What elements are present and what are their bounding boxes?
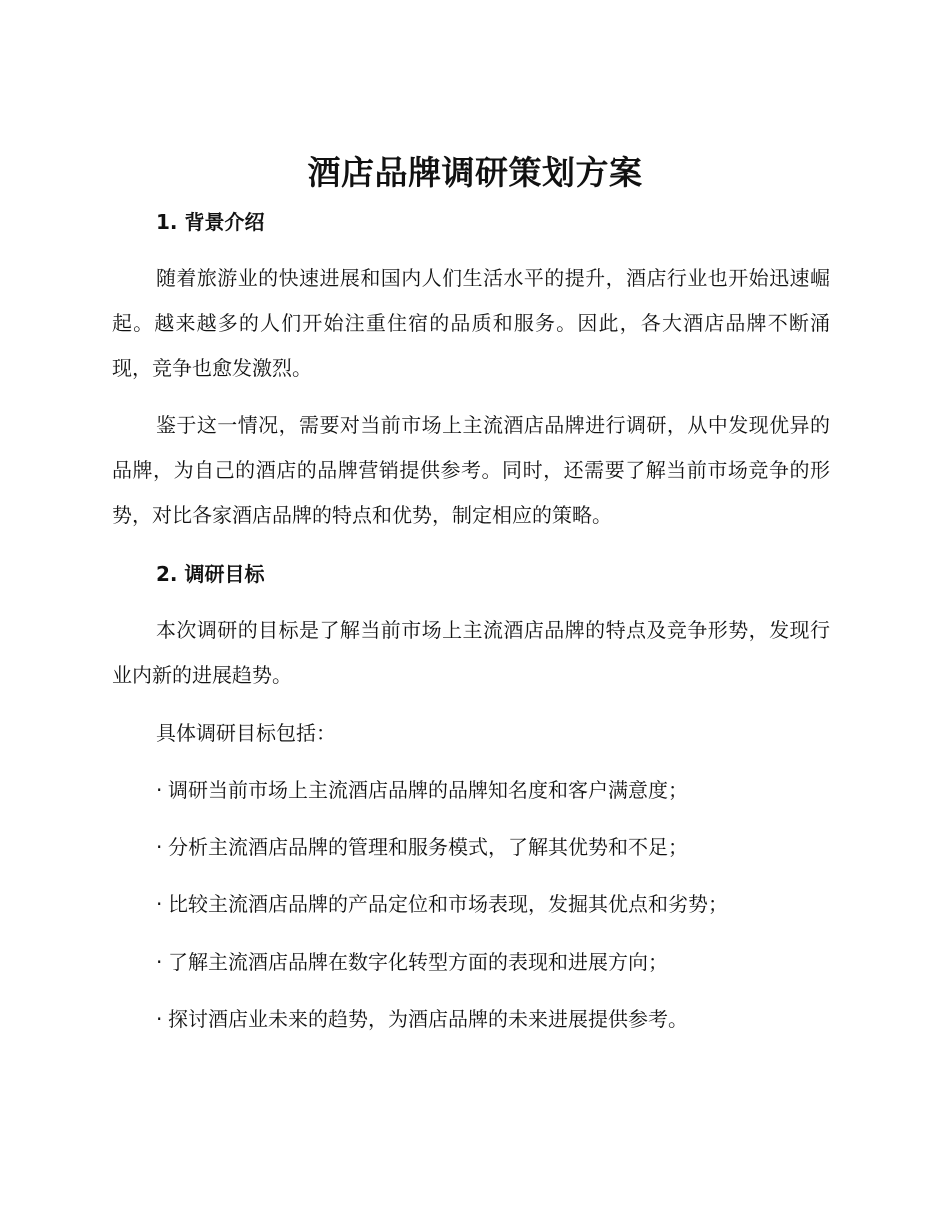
list-item-text: 比较主流酒店品牌的产品定位和市场表现，发掘其优点和劣势；	[168, 892, 728, 916]
list-item	[156, 889, 728, 919]
list-item	[156, 832, 688, 862]
paragraph-background-1: 随着旅游业的快速进展和国内人们生活水平的提升，酒店行业也开始迅速崛起。越来越多的人们开始注重住宿的品质和服务。因此，各大酒店品牌不断涌现，竞争也愈发激烈。	[112, 266, 830, 380]
bullet-dot: ·	[156, 778, 163, 802]
list-item-text: 了解主流酒店品牌在数字化转型方面的表现和进展方向；	[168, 950, 668, 974]
list-intro: 具体调研目标包括：	[156, 721, 336, 745]
section-heading-background: 1. 背景介绍	[156, 210, 265, 234]
paragraph-goals: 本次调研的目标是了解当前市场上主流酒店品牌的特点及竞争形势，发现行业内新的进展趋势。	[112, 618, 830, 687]
bullet-dot: ·	[156, 950, 163, 974]
bullet-dot: ·	[156, 892, 163, 916]
section-heading-goals: 2. 调研目标	[156, 562, 265, 586]
paragraph-background-2: 鉴于这一情况，需要对当前市场上主流酒店品牌进行调研，从中发现优异的品牌，为自己的酒店的品牌营销提供参考。同时，还需要了解当前市场竞争的形势，对比各家酒店品牌的特点和优势，制定相应的策略。	[112, 413, 830, 527]
list-item	[156, 775, 688, 805]
list-item-text: 调研当前市场上主流酒店品牌的品牌知名度和客户满意度；	[168, 778, 688, 802]
list-item-text: 分析主流酒店品牌的管理和服务模式，了解其优势和不足；	[168, 835, 688, 859]
document-title: 酒店品牌调研策划方案	[307, 153, 643, 192]
list-item-text: 探讨酒店业未来的趋势，为酒店品牌的未来进展提供参考。	[168, 1007, 688, 1031]
list-item	[156, 1004, 688, 1034]
list-item	[156, 947, 668, 977]
bullet-dot: ·	[156, 835, 163, 859]
bullet-dot: ·	[156, 1007, 163, 1031]
